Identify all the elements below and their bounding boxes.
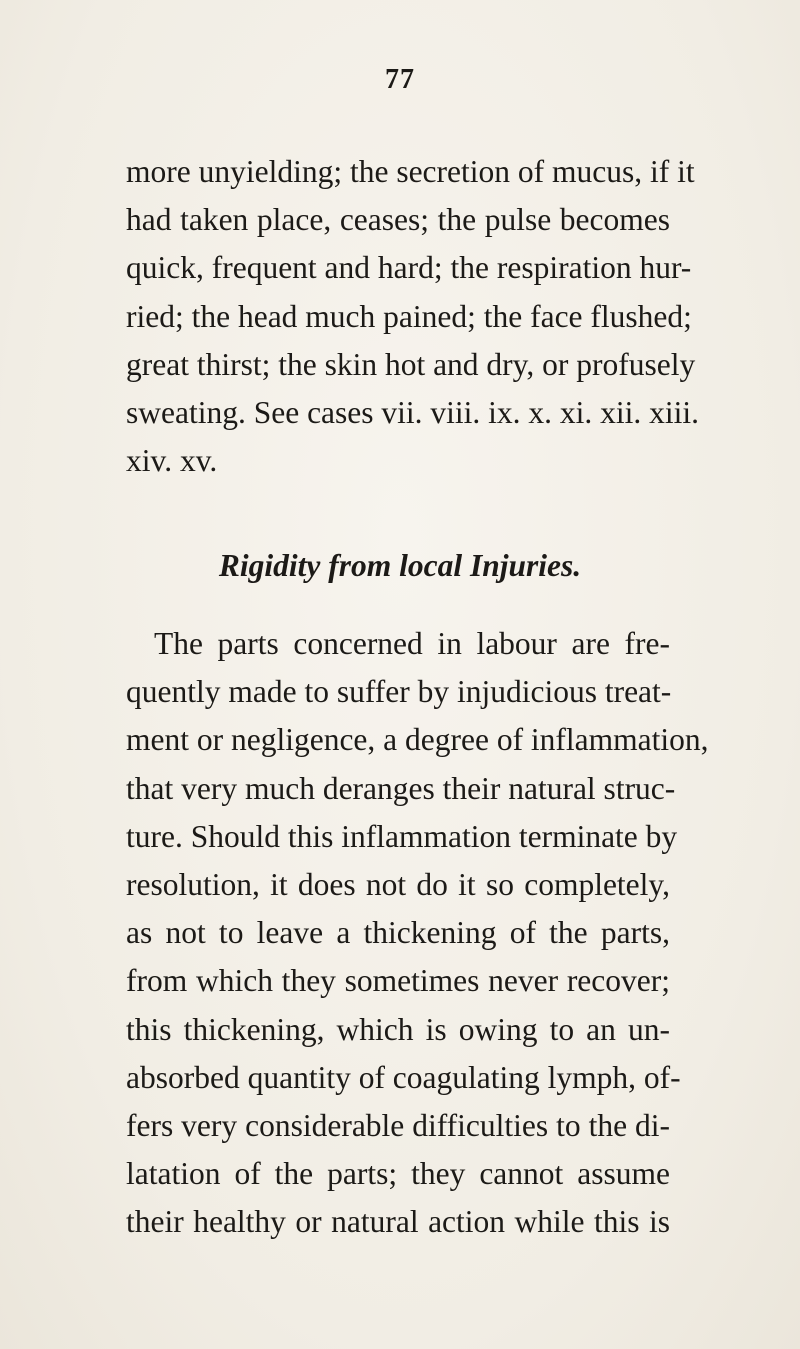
text-line: xiv. xv. <box>126 443 218 479</box>
text-line: had taken place, ceases; the pulse becomes <box>126 202 670 238</box>
text-line: absorbed quantity of coagulating lymph, of- <box>126 1059 681 1095</box>
text-line: ment or negligence, a degree of inflammation, <box>126 722 709 758</box>
text-line: from which they sometimes never recover; <box>126 963 670 999</box>
text-line: quick, frequent and hard; the respiration hur- <box>126 250 692 286</box>
paragraph-rigidity <box>126 620 709 1247</box>
page-number: 77 <box>385 64 415 95</box>
text-line: more unyielding; the secretion of mucus, if it <box>126 154 695 189</box>
text-line: ried; the head much pained; the face flushed; <box>126 298 692 334</box>
section-heading: Rigidity from local Injuries. <box>218 548 582 583</box>
text-line: their healthy or natural action while this is <box>126 1204 670 1240</box>
text-line: sweating. See cases vii. viii. ix. x. xi. xii. xiii. <box>126 395 700 431</box>
text-line: this thickening, which is owing to an un- <box>126 1011 670 1047</box>
text-line: great thirst; the skin hot and dry, or profusely <box>126 346 696 382</box>
text-line: ture. Should this inflammation terminate by <box>126 818 678 854</box>
text-line: quently made to suffer by injudicious treat- <box>126 674 672 710</box>
paragraph-symptoms <box>126 148 700 485</box>
text-line: that very much deranges their natural struc- <box>126 770 676 806</box>
text-line: as not to leave a thickening of the parts, <box>126 915 670 951</box>
text-line: The parts concerned in labour are fre- <box>154 626 670 661</box>
text-line: fers very considerable difficulties to the di- <box>126 1108 670 1144</box>
text-line: latation of the parts; they cannot assume <box>126 1156 670 1192</box>
text-line: resolution, it does not do it so completely, <box>126 867 670 903</box>
